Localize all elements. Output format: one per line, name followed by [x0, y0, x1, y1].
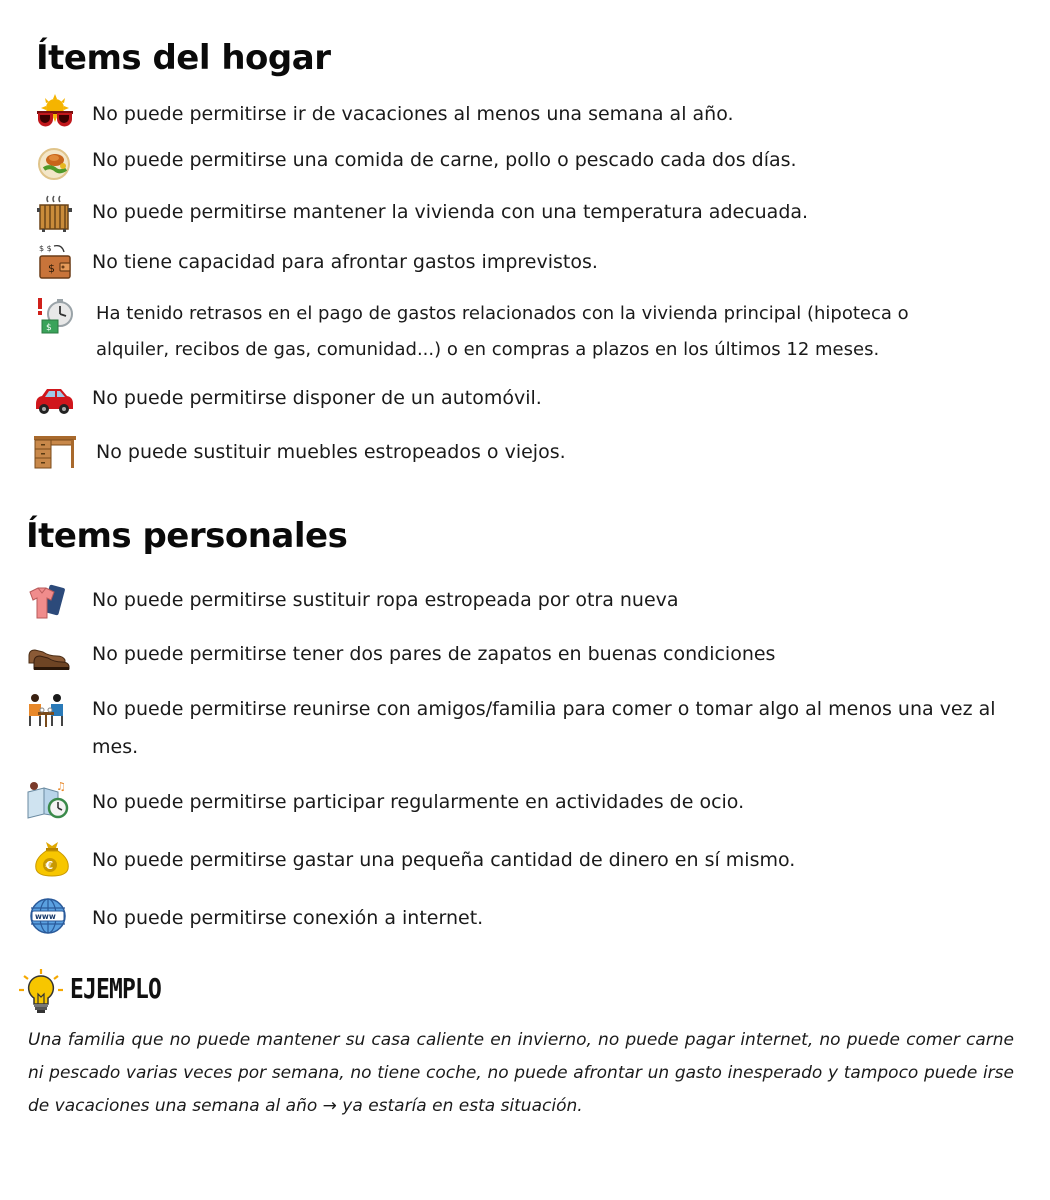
leisure-book-clock-icon	[26, 780, 70, 820]
item-text: No puede permitirse mantener la vivienda con una temperatura adecuada.	[92, 201, 809, 223]
ejemplo-text: Una familia que no puede mantener su casa caliente en invierno, no puede pagar internet, no puede comer carne ni pescado varias veces por semana, no tiene coche, no puede afrontar un gasto inesperado y tampoco puede irse de vacaciones una semana al año → ya estaría en esta situación.	[28, 1030, 1014, 1116]
clothes-icon	[26, 582, 70, 622]
lightbulb-icon	[18, 968, 64, 1016]
radiator-icon	[34, 194, 78, 234]
wallet-icon	[36, 242, 80, 282]
item-text: No puede permitirse conexión a internet.	[92, 907, 484, 929]
item-text: No puede permitirse gastar una pequeña cantidad de dinero en sí mismo.	[92, 849, 796, 871]
section-title-personales: Ítems personales	[26, 516, 348, 556]
late-payment-clock-icon	[36, 296, 80, 336]
item-text: No puede permitirse disponer de un automóvil.	[92, 387, 542, 409]
ejemplo-header	[18, 968, 318, 1016]
svg-text:$ $: $ $	[39, 244, 52, 253]
ejemplo-label: EJEMPLO	[70, 972, 162, 1005]
item-text: No puede sustituir muebles estropeados o viejos.	[96, 441, 566, 463]
svg-text:♫: ♫	[56, 780, 66, 793]
item-text: No puede permitirse una comida de carne, pollo o pescado cada dos días.	[92, 149, 797, 171]
section-title-hogar: Ítems del hogar	[36, 38, 331, 78]
desk-furniture-icon	[32, 430, 76, 470]
svg-text:www: www	[35, 912, 56, 921]
euro-money-bag-icon	[30, 838, 74, 878]
item-text: Ha tenido retrasos en el pago de gastos relacionados con la vivienda principal (hipoteca o alquiler, recibos de gas, comunidad...) o en compras a plazos en los últimos 12 meses.	[96, 303, 909, 360]
sun-sunglasses-icon	[33, 94, 77, 134]
svg-text:€: €	[45, 859, 54, 872]
svg-text:$: $	[46, 323, 52, 333]
shoes-icon	[26, 636, 70, 676]
item-text: No puede permitirse ir de vacaciones al menos una semana al año.	[92, 103, 734, 125]
item-text: No puede permitirse participar regularmente en actividades de ocio.	[92, 791, 745, 813]
meal-plate-icon	[34, 142, 78, 182]
item-text: No puede permitirse tener dos pares de zapatos en buenas condiciones	[92, 643, 776, 665]
people-table-icon	[24, 690, 68, 730]
item-text: No puede permitirse sustituir ropa estropeada por otra nueva	[92, 589, 679, 611]
item-text: No puede permitirse reunirse con amigos/familia para comer o tomar algo al menos una vez al mes.	[92, 698, 996, 758]
globe-www-icon	[28, 896, 72, 936]
red-car-icon	[32, 378, 76, 418]
item-text: No tiene capacidad para afrontar gastos imprevistos.	[92, 251, 598, 273]
svg-text:$: $	[48, 262, 55, 275]
